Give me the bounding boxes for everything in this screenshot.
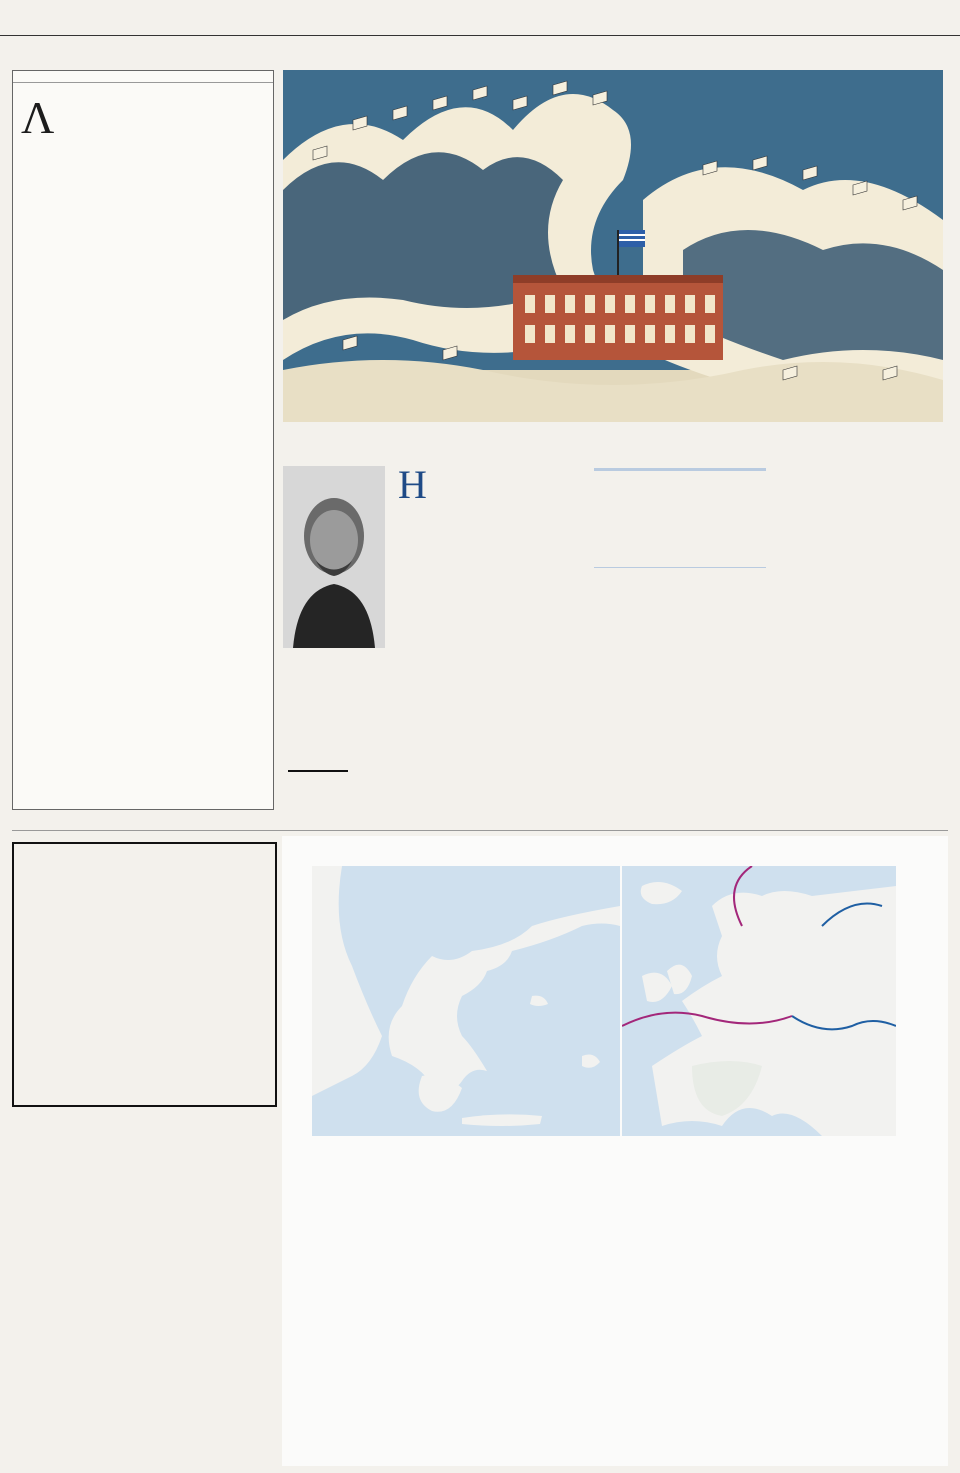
cartoon-illustration bbox=[283, 70, 943, 422]
maskes-article-col1 bbox=[594, 572, 766, 826]
drop-cap: Λ bbox=[21, 97, 55, 143]
cartoon-frame bbox=[283, 70, 943, 422]
section-rule bbox=[12, 830, 948, 831]
crossword-grid bbox=[12, 842, 277, 1107]
kanakis-article bbox=[398, 466, 586, 826]
kanakis-portrait bbox=[283, 466, 385, 648]
kanakis-drop-cap: Η bbox=[398, 466, 427, 507]
crossword-panel bbox=[12, 836, 274, 1466]
maskes-article-col2 bbox=[776, 466, 944, 826]
diagonios-column bbox=[12, 70, 274, 810]
greece-map-labels bbox=[312, 866, 620, 1136]
maskes-box bbox=[594, 468, 766, 568]
diagonios-kicker bbox=[13, 79, 273, 83]
europe-map-labels bbox=[622, 866, 896, 1136]
kanakis-divider bbox=[288, 770, 348, 772]
weather-panel bbox=[282, 836, 948, 1466]
page-header bbox=[0, 0, 960, 36]
